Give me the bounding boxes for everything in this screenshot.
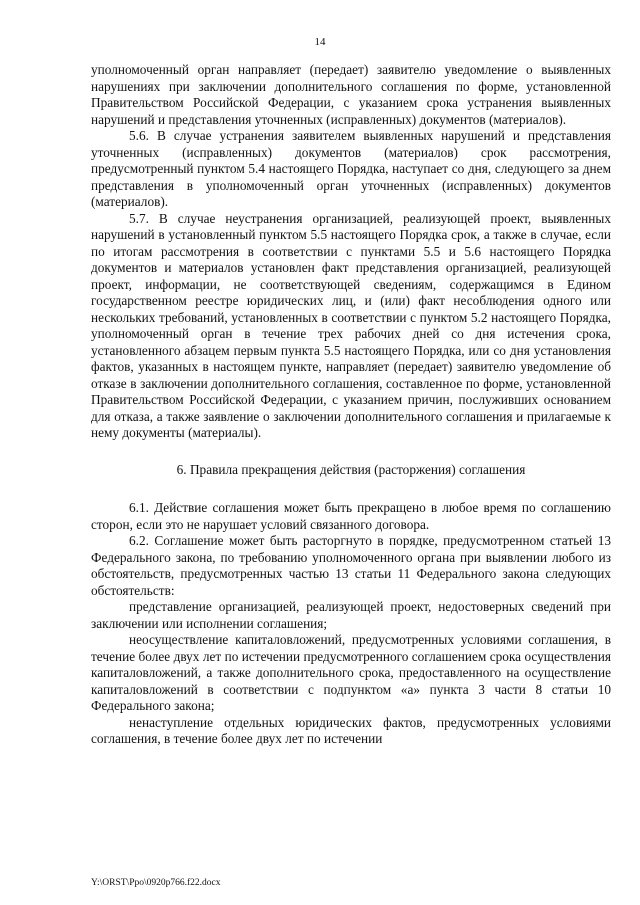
- list-item-false-info: представление организацией, реализующей проект, недостоверных сведений при заключении или исполнении соглашения;: [91, 599, 611, 631]
- list-item-no-legal-facts: ненаступление отдельных юридических фактов, предусмотренных условиями соглашения, в течение более двух лет по истечении: [91, 714, 611, 746]
- paragraph-5-7: 5.7. В случае неустранения организацией, реализующей проект, выявленных нарушений в установленный пунктом 5.5 настоящего Порядка срок, а также в случае, если по итогам рассмотрения в соответствии с пунктами 5.5 и 5.6 настоящего Порядка документов и материалов установлен факт представления организацией, реализующей проект, информации, не соответствующей сведениям, содержащимся в Едином государственном реестре юридических лиц, и (или) факт несоблюдения одного или нескольких требований, установленных в соответствии с пунктом 5.2 настоящего Порядка, уполномоченный орган в течение трех рабочих дней со дня истечения срока, установленного абзацем первым пункта 5.5 настоящего Порядка, или со дня установления фактов, указанных в настоящем пункте, направляет (передает) заявителю уведомление об отказе в заключении дополнительного соглашения, составленное по форме, установленной Правительством Российской Федерации, с указанием причин, послуживших основанием для отказа, а также заявление о заключении дополнительного соглашения и прилагаемые к нему документы (материалы).: [91, 210, 611, 440]
- paragraph-5-6: 5.6. В случае устранения заявителем выявленных нарушений и представления уточненных (исправленных) документов (материалов) срок рассмотрения, предусмотренный пунктом 5.4 настоящего Порядка, наступает со дня, следующего за днем представления в уполномоченный орган уточненных (исправленных) документов (материалов).: [91, 128, 611, 209]
- paragraph-continuation: уполномоченный орган направляет (передает) заявителю уведомление о выявленных нарушениях при заключении дополнительного соглашения по форме, установленной Правительством Российской Федерации, с указанием срока устранения выявленных нарушений и представления уточненных (исправленных) документов (материалов).: [91, 62, 611, 127]
- list-item-no-investment: неосуществление капиталовложений, предусмотренных условиями соглашения, в течение более двух лет по истечении предусмотренного соглашением срока осуществления капиталовложений, а также дополнительного срока, предоставленного на осуществление капиталовложений в соответствии с подпунктом «а» пункта 3 части 8 статьи 10 Федерального закона;: [91, 632, 611, 713]
- paragraph-6-1: 6.1. Действие соглашения может быть прекращено в любое время по соглашению сторон, если это не нарушает условий связанного договора.: [91, 500, 611, 532]
- section-heading: 6. Правила прекращения действия (расторжения) соглашения: [176, 461, 526, 477]
- file-path-footer: Y:\ORST\Ppo\0920p766.f22.docx: [91, 878, 221, 888]
- paragraph-6-2: 6.2. Соглашение может быть расторгнуто в порядке, предусмотренном статьей 13 Федерального закона, по требованию уполномоченного органа при выявлении любого из обстоятельств, предусмотренных частью 13 статьи 11 Федерального закона следующих обстоятельств:: [91, 533, 611, 598]
- page-number: 14: [314, 36, 326, 48]
- document-body: [91, 62, 611, 748]
